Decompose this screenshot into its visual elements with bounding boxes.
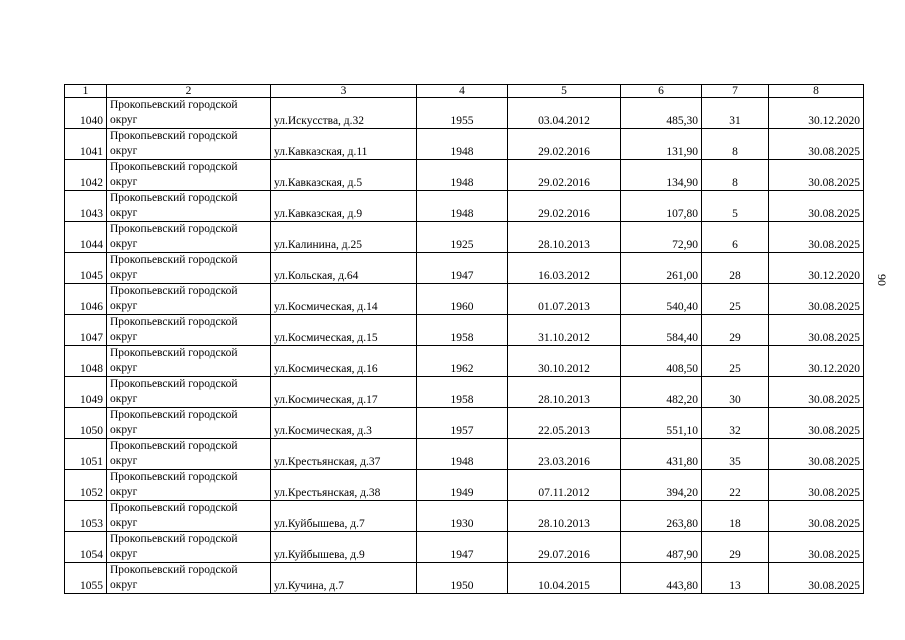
page-number: 90: [875, 274, 889, 286]
row-number: 1054: [65, 532, 107, 563]
survey-date-cell: 29.02.2016: [508, 160, 621, 191]
area-cell: 72,90: [621, 222, 702, 253]
municipality-cell: Прокопьевский городской округ: [107, 439, 271, 470]
address-cell: ул.Крестьянская, д.38: [271, 470, 417, 501]
year-built-cell: 1947: [417, 532, 508, 563]
planned-date-cell: 30.08.2025: [769, 222, 864, 253]
table-row: [65, 501, 864, 532]
address-cell: ул.Кольская, д.64: [271, 253, 417, 284]
year-built-cell: 1960: [417, 284, 508, 315]
municipality-cell: Прокопьевский городской округ: [107, 253, 271, 284]
year-built-cell: 1955: [417, 98, 508, 129]
municipality-cell: Прокопьевский городской округ: [107, 346, 271, 377]
planned-date-cell: 30.08.2025: [769, 191, 864, 222]
residents-cell: 8: [702, 160, 769, 191]
municipality-cell: Прокопьевский городской округ: [107, 191, 271, 222]
survey-date-cell: 28.10.2013: [508, 501, 621, 532]
column-header-5: 5: [508, 85, 621, 98]
address-cell: ул.Кавказская, д.11: [271, 129, 417, 160]
survey-date-cell: 29.02.2016: [508, 191, 621, 222]
survey-date-cell: 10.04.2015: [508, 563, 621, 594]
address-cell: ул.Космическая, д.17: [271, 377, 417, 408]
column-header-2: 2: [107, 85, 271, 98]
column-header-7: 7: [702, 85, 769, 98]
table-row: [65, 222, 864, 253]
area-cell: 261,00: [621, 253, 702, 284]
column-header-6: 6: [621, 85, 702, 98]
residents-cell: 30: [702, 377, 769, 408]
survey-date-cell: 22.05.2013: [508, 408, 621, 439]
address-cell: ул.Куйбышева, д.7: [271, 501, 417, 532]
survey-date-cell: 23.03.2016: [508, 439, 621, 470]
address-cell: ул.Крестьянская, д.37: [271, 439, 417, 470]
planned-date-cell: 30.08.2025: [769, 160, 864, 191]
row-number: 1049: [65, 377, 107, 408]
row-number: 1047: [65, 315, 107, 346]
area-cell: 551,10: [621, 408, 702, 439]
table-row: [65, 563, 864, 594]
survey-date-cell: 29.02.2016: [508, 129, 621, 160]
municipality-cell: Прокопьевский городской округ: [107, 98, 271, 129]
municipality-cell: Прокопьевский городской округ: [107, 222, 271, 253]
year-built-cell: 1948: [417, 160, 508, 191]
row-number: 1041: [65, 129, 107, 160]
survey-date-cell: 31.10.2012: [508, 315, 621, 346]
area-cell: 394,20: [621, 470, 702, 501]
municipality-cell: Прокопьевский городской округ: [107, 377, 271, 408]
address-cell: ул.Кавказская, д.5: [271, 160, 417, 191]
area-cell: 584,40: [621, 315, 702, 346]
address-cell: ул.Космическая, д.16: [271, 346, 417, 377]
municipality-cell: Прокопьевский городской округ: [107, 501, 271, 532]
row-number: 1045: [65, 253, 107, 284]
planned-date-cell: 30.08.2025: [769, 129, 864, 160]
address-cell: ул.Куйбышева, д.9: [271, 532, 417, 563]
area-cell: 263,80: [621, 501, 702, 532]
table-row: [65, 160, 864, 191]
column-header-1: 1: [65, 85, 107, 98]
survey-date-cell: 30.10.2012: [508, 346, 621, 377]
year-built-cell: 1957: [417, 408, 508, 439]
planned-date-cell: 30.08.2025: [769, 501, 864, 532]
survey-date-cell: 28.10.2013: [508, 222, 621, 253]
year-built-cell: 1947: [417, 253, 508, 284]
table-row: [65, 315, 864, 346]
residents-cell: 6: [702, 222, 769, 253]
table-row: [65, 439, 864, 470]
table-row: [65, 408, 864, 439]
planned-date-cell: 30.08.2025: [769, 408, 864, 439]
residents-cell: 35: [702, 439, 769, 470]
row-number: 1046: [65, 284, 107, 315]
column-header-3: 3: [271, 85, 417, 98]
area-cell: 540,40: [621, 284, 702, 315]
residents-cell: 32: [702, 408, 769, 439]
year-built-cell: 1948: [417, 439, 508, 470]
area-cell: 408,50: [621, 346, 702, 377]
year-built-cell: 1950: [417, 563, 508, 594]
planned-date-cell: 30.12.2020: [769, 346, 864, 377]
table-row: [65, 377, 864, 408]
residents-cell: 29: [702, 532, 769, 563]
municipality-cell: Прокопьевский городской округ: [107, 315, 271, 346]
address-cell: ул.Искусства, д.32: [271, 98, 417, 129]
area-cell: 431,80: [621, 439, 702, 470]
row-number: 1044: [65, 222, 107, 253]
address-cell: ул.Космическая, д.3: [271, 408, 417, 439]
residents-cell: 8: [702, 129, 769, 160]
row-number: 1050: [65, 408, 107, 439]
address-cell: ул.Космическая, д.15: [271, 315, 417, 346]
residents-cell: 25: [702, 284, 769, 315]
planned-date-cell: 30.08.2025: [769, 470, 864, 501]
survey-date-cell: 03.04.2012: [508, 98, 621, 129]
area-cell: 487,90: [621, 532, 702, 563]
table-row: [65, 346, 864, 377]
table-row: [65, 470, 864, 501]
municipality-cell: Прокопьевский городской округ: [107, 129, 271, 160]
housing-registry-table: [64, 84, 864, 594]
area-cell: 134,90: [621, 160, 702, 191]
residents-cell: 18: [702, 501, 769, 532]
table-row: [65, 284, 864, 315]
row-number: 1040: [65, 98, 107, 129]
table-row: [65, 532, 864, 563]
planned-date-cell: 30.08.2025: [769, 284, 864, 315]
municipality-cell: Прокопьевский городской округ: [107, 284, 271, 315]
area-cell: 485,30: [621, 98, 702, 129]
survey-date-cell: 07.11.2012: [508, 470, 621, 501]
planned-date-cell: 30.08.2025: [769, 439, 864, 470]
municipality-cell: Прокопьевский городской округ: [107, 563, 271, 594]
year-built-cell: 1958: [417, 377, 508, 408]
table-row: [65, 129, 864, 160]
residents-cell: 22: [702, 470, 769, 501]
row-number: 1043: [65, 191, 107, 222]
municipality-cell: Прокопьевский городской округ: [107, 408, 271, 439]
planned-date-cell: 30.12.2020: [769, 253, 864, 284]
row-number: 1048: [65, 346, 107, 377]
area-cell: 482,20: [621, 377, 702, 408]
survey-date-cell: 28.10.2013: [508, 377, 621, 408]
residents-cell: 25: [702, 346, 769, 377]
residents-cell: 13: [702, 563, 769, 594]
year-built-cell: 1948: [417, 129, 508, 160]
area-cell: 443,80: [621, 563, 702, 594]
planned-date-cell: 30.08.2025: [769, 377, 864, 408]
planned-date-cell: 30.08.2025: [769, 563, 864, 594]
column-number-row: [65, 85, 864, 98]
row-number: 1053: [65, 501, 107, 532]
year-built-cell: 1948: [417, 191, 508, 222]
municipality-cell: Прокопьевский городской округ: [107, 470, 271, 501]
year-built-cell: 1958: [417, 315, 508, 346]
year-built-cell: 1925: [417, 222, 508, 253]
planned-date-cell: 30.08.2025: [769, 315, 864, 346]
row-number: 1055: [65, 563, 107, 594]
column-header-8: 8: [769, 85, 864, 98]
year-built-cell: 1930: [417, 501, 508, 532]
table-row: [65, 253, 864, 284]
column-header-4: 4: [417, 85, 508, 98]
survey-date-cell: 29.07.2016: [508, 532, 621, 563]
table-row: [65, 98, 864, 129]
residents-cell: 31: [702, 98, 769, 129]
table-body: [65, 98, 864, 594]
municipality-cell: Прокопьевский городской округ: [107, 160, 271, 191]
table-row: [65, 191, 864, 222]
planned-date-cell: 30.12.2020: [769, 98, 864, 129]
address-cell: ул.Кавказская, д.9: [271, 191, 417, 222]
row-number: 1052: [65, 470, 107, 501]
residents-cell: 28: [702, 253, 769, 284]
residents-cell: 5: [702, 191, 769, 222]
survey-date-cell: 16.03.2012: [508, 253, 621, 284]
year-built-cell: 1962: [417, 346, 508, 377]
residents-cell: 29: [702, 315, 769, 346]
year-built-cell: 1949: [417, 470, 508, 501]
area-cell: 131,90: [621, 129, 702, 160]
address-cell: ул.Калинина, д.25: [271, 222, 417, 253]
row-number: 1042: [65, 160, 107, 191]
address-cell: ул.Космическая, д.14: [271, 284, 417, 315]
row-number: 1051: [65, 439, 107, 470]
planned-date-cell: 30.08.2025: [769, 532, 864, 563]
area-cell: 107,80: [621, 191, 702, 222]
municipality-cell: Прокопьевский городской округ: [107, 532, 271, 563]
address-cell: ул.Кучина, д.7: [271, 563, 417, 594]
survey-date-cell: 01.07.2013: [508, 284, 621, 315]
